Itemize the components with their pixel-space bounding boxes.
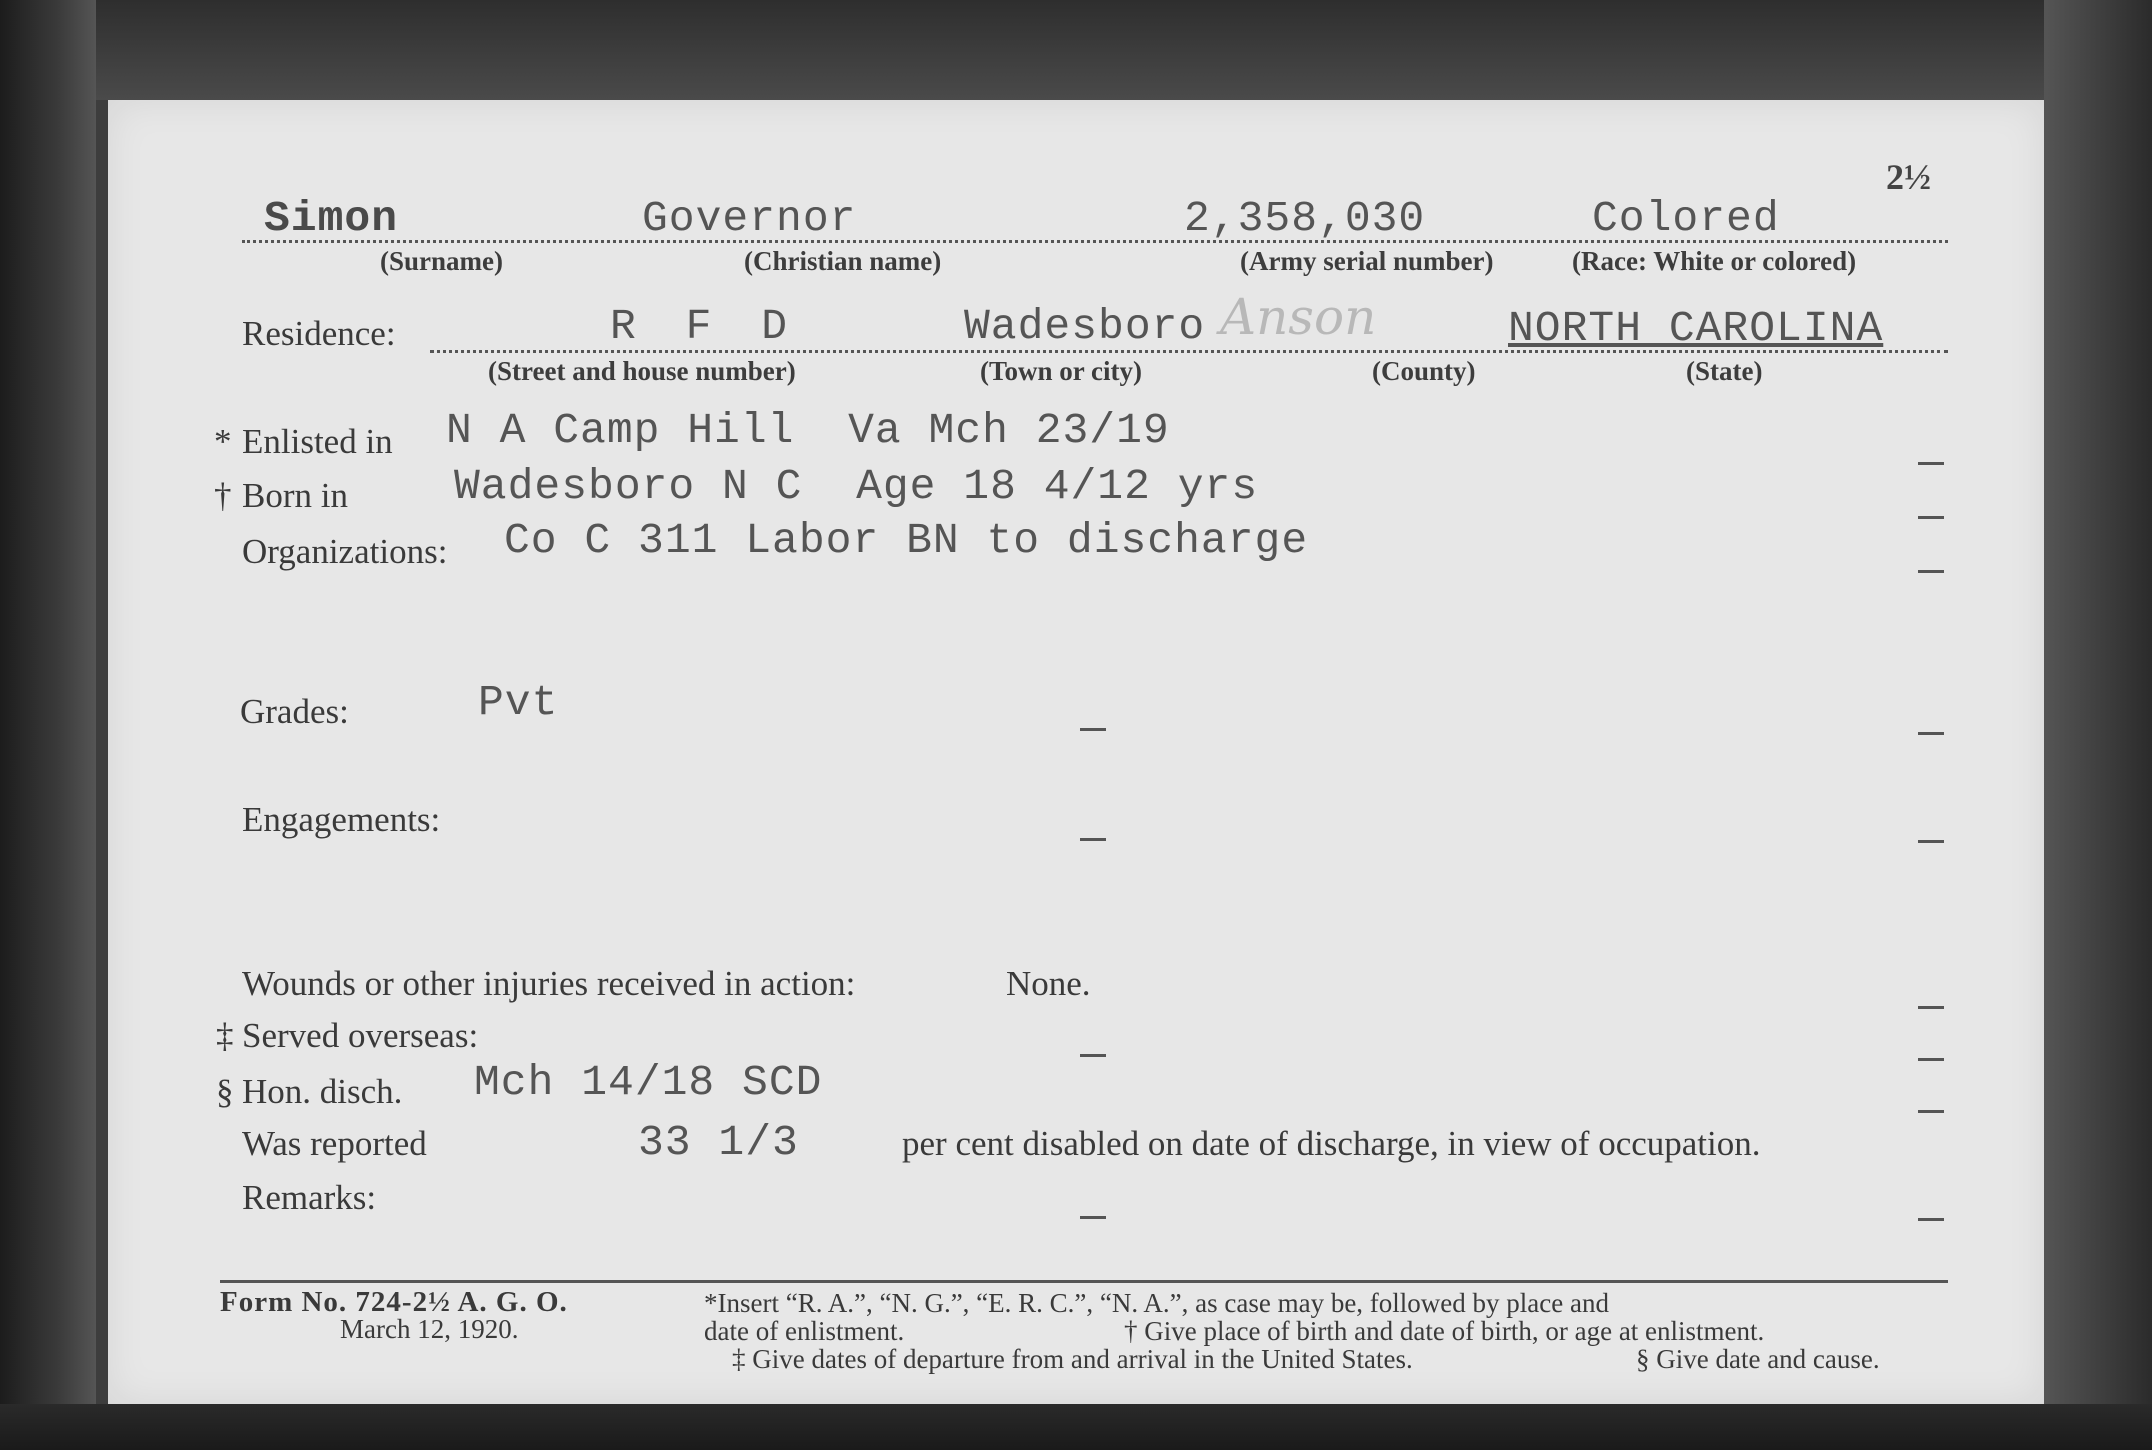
footnote-discharge: § Give date and cause. bbox=[1636, 1344, 1880, 1374]
residence-state-value: NORTH CAROLINA bbox=[1508, 304, 1884, 353]
hon-disch-label: Hon. disch. bbox=[242, 1072, 403, 1111]
margin-dash bbox=[1918, 840, 1944, 843]
caption-serial-number: (Army serial number) bbox=[1240, 246, 1494, 276]
remarks-label: Remarks: bbox=[242, 1178, 377, 1217]
margin-dash bbox=[1918, 1006, 1944, 1009]
enlisted-mark: * bbox=[214, 422, 232, 461]
reported-label: Was reported bbox=[242, 1124, 427, 1163]
born-label: Born in bbox=[242, 476, 348, 515]
footnote-enlistment: date of enlistment. bbox=[704, 1316, 905, 1346]
scan-border-top bbox=[0, 0, 2152, 100]
residence-town-value: Wadesboro bbox=[964, 302, 1206, 351]
caption-county: (County) bbox=[1372, 356, 1476, 386]
margin-dash bbox=[1918, 462, 1944, 465]
organizations-value: Co C 311 Labor BN to discharge bbox=[504, 516, 1309, 565]
residence-line bbox=[430, 350, 1948, 353]
grades-value: Pvt bbox=[478, 678, 559, 727]
caption-state: (State) bbox=[1686, 356, 1763, 386]
wounds-value: None. bbox=[1006, 964, 1091, 1003]
footnote-overseas: ‡ Give dates of departure from and arrival in the United States. bbox=[732, 1344, 1413, 1374]
service-record-card bbox=[108, 100, 2044, 1404]
scan-border-right bbox=[2044, 0, 2152, 1450]
hon-disch-mark: § bbox=[216, 1072, 234, 1111]
caption-street: (Street and house number) bbox=[488, 356, 796, 386]
caption-christian-name: (Christian name) bbox=[744, 246, 942, 276]
center-dash bbox=[1080, 1216, 1106, 1219]
overseas-label: Served overseas: bbox=[242, 1016, 479, 1055]
scan-border-bottom bbox=[0, 1404, 2152, 1450]
hon-disch-value: Mch 14/18 SCD bbox=[474, 1058, 823, 1107]
margin-dash bbox=[1918, 732, 1944, 735]
form-number: Form No. 724-2½ A. G. O. bbox=[220, 1286, 568, 1318]
name-line bbox=[242, 240, 1948, 243]
margin-dash bbox=[1918, 570, 1944, 573]
footer-rule bbox=[220, 1280, 1948, 1283]
wounds-label: Wounds or other injuries received in action: bbox=[242, 964, 856, 1003]
enlisted-label: Enlisted in bbox=[242, 422, 393, 461]
engagements-label: Engagements: bbox=[242, 800, 441, 839]
residence-county-handwritten: Anson bbox=[1220, 288, 1377, 346]
reported-suffix: per cent disabled on date of discharge, in view of occupation. bbox=[902, 1124, 1761, 1163]
reported-value: 33 1/3 bbox=[638, 1118, 799, 1167]
footnote-birth: † Give place of birth and date of birth, or age at enlistment. bbox=[1124, 1316, 1765, 1346]
race-value: Colored bbox=[1592, 194, 1780, 243]
enlisted-value: N A Camp Hill Va Mch 23/19 bbox=[446, 406, 1170, 455]
margin-dash bbox=[1918, 1110, 1944, 1113]
margin-dash bbox=[1918, 516, 1944, 519]
caption-surname: (Surname) bbox=[380, 246, 503, 276]
scan-border-left bbox=[0, 0, 96, 1450]
form-date: March 12, 1920. bbox=[340, 1314, 519, 1344]
born-value: Wadesboro N C Age 18 4/12 yrs bbox=[454, 462, 1259, 511]
born-mark: † bbox=[214, 476, 232, 515]
center-dash bbox=[1080, 1054, 1106, 1057]
caption-town: (Town or city) bbox=[980, 356, 1142, 386]
organizations-label: Organizations: bbox=[242, 532, 448, 571]
caption-race: (Race: White or colored) bbox=[1572, 246, 1857, 276]
grades-label: Grades: bbox=[240, 692, 349, 731]
footnote-insert: *Insert “R. A.”, “N. G.”, “E. R. C.”, “N. A.”, as case may be, followed by place and bbox=[704, 1288, 1609, 1318]
margin-dash bbox=[1918, 1058, 1944, 1061]
serial-number-value: 2,358,030 bbox=[1184, 194, 1426, 243]
overseas-mark: ‡ bbox=[216, 1016, 234, 1055]
christian-name-value: Governor bbox=[642, 194, 857, 243]
residence-label: Residence: bbox=[242, 314, 396, 353]
surname-value: Simon bbox=[264, 194, 399, 243]
margin-dash bbox=[1918, 1218, 1944, 1221]
corner-number: 2½ bbox=[1886, 157, 1931, 197]
residence-street-value: R F D bbox=[610, 302, 800, 351]
center-dash bbox=[1080, 728, 1106, 731]
center-dash bbox=[1080, 838, 1106, 841]
